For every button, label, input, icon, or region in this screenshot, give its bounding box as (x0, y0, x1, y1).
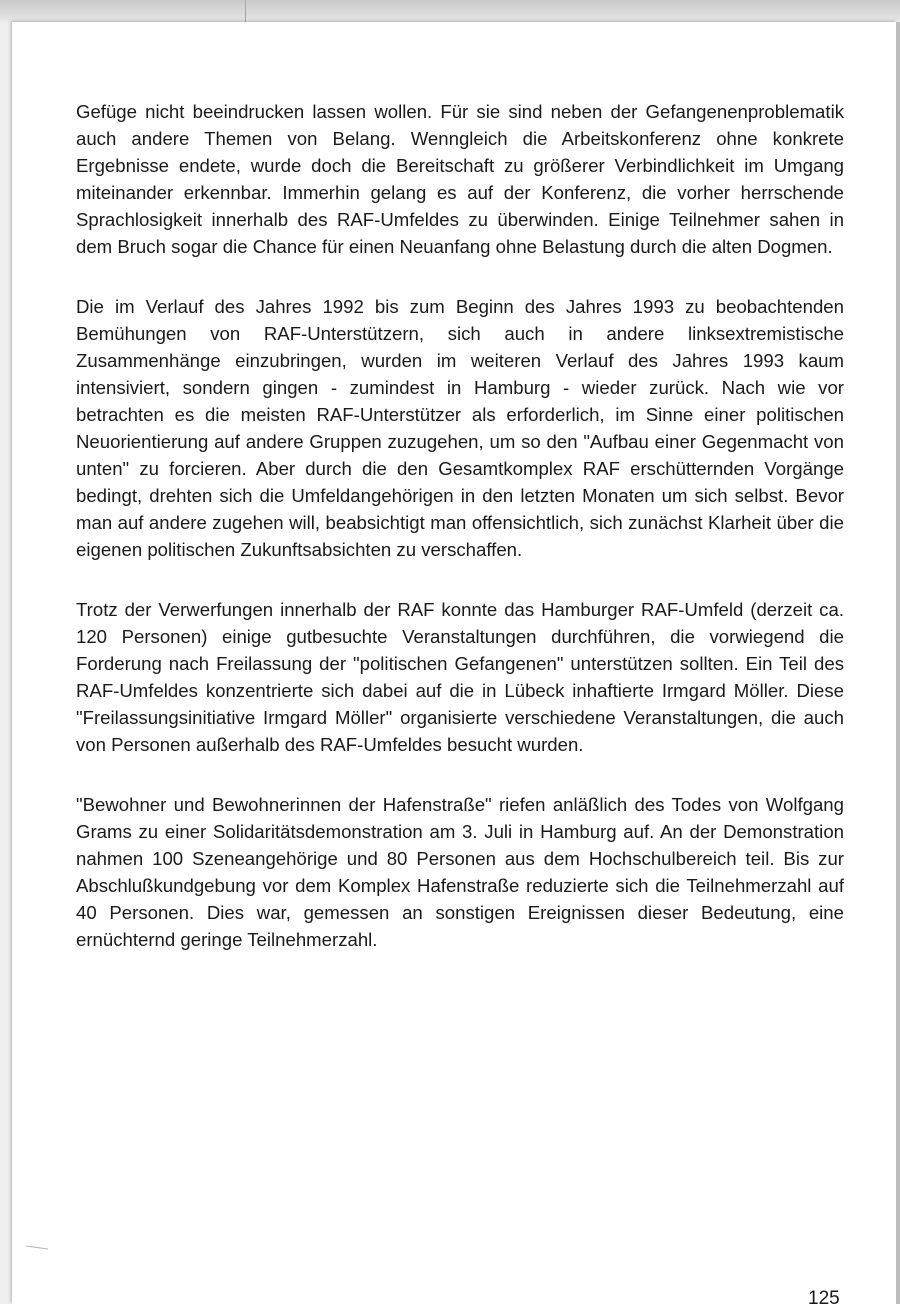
scan-artifact-line (26, 1245, 48, 1249)
document-page (12, 22, 896, 1304)
paragraph-3: Trotz der Verwerfungen innerhalb der RAF konnte das Hamburger RAF-Umfeld (derzeit ca. 120 Personen) einige gutbesuchte Veranstaltungen durchführen, die vorwiegend die Forderung nach Freilassung der "politischen Gefangenen" unterstützen sollten. Ein Teil des RAF-Umfeldes konzentrierte sich dabei auf die in Lübeck inhaftierte Irmgard Möller. Diese "Freilassungsinitiative Irmgard Möller" organisierte verschiedene Veranstaltungen, die auch von Personen außerhalb des RAF-Umfeldes besucht wurden. (76, 599, 844, 755)
paragraph-4: "Bewohner und Bewohnerinnen der Hafenstraße" riefen anläßlich des Todes von Wolfgang Grams zu einer Solidaritätsdemonstration am 3. Juli in Hamburg auf. An der Demonstration nahmen 100 Szeneangehörige und 80 Personen aus dem Hochschulbereich teil. Bis zur Abschlußkundgebung vor dem Komplex Hafenstraße reduzierte sich die Teilnehmerzahl auf 40 Personen. Dies war, gemessen an sonstigen Ereignissen dieser Bedeutung, eine ernüchternd geringe Teilnehmerzahl. (76, 794, 844, 950)
page-edge-shadow (896, 22, 900, 1304)
paragraph-2: Die im Verlauf des Jahres 1992 bis zum Beginn des Jahres 1993 zu beobachtenden Bemühungen von RAF-Unterstützern, sich auch in andere linksextremistische Zusammenhänge einzubringen, wurden im weiteren Verlauf des Jahres 1993 kaum intensiviert, sondern gingen - zumindest in Hamburg - wieder zurück. Nach wie vor betrachten es die meisten RAF-Unterstützer als erforderlich, im Sinne einer politischen Neuorientierung auf andere Gruppen zuzugehen, um so den "Aufbau einer Gegenmacht von unten" zu forcieren. Aber durch die den Gesamtkomplex RAF erschütternden Vorgänge bedingt, drehten sich die Umfeldangehörigen in den letzten Monaten um sich selbst. Bevor man auf andere zugehen will, beabsichtigt man offensichtlich, sich zunächst Klarheit über die eigenen politischen Zukunftsabsichten zu verschaffen. (76, 296, 844, 560)
paragraph-1: Gefüge nicht beeindrucken lassen wollen. Für sie sind neben der Gefangenenproblematik auch andere Themen von Belang. Wenngleich die Arbeitskonferenz ohne konkrete Ergebnisse endete, wurde doch die Bereitschaft zu größerer Verbindlichkeit im Umgang miteinander erkennbar. Immerhin gelang es auf der Konferenz, die vorher herrschende Sprachlosigkeit innerhalb des RAF-Umfeldes zu überwinden. Einige Teilnehmer sahen in dem Bruch sogar die Chance für einen Neuanfang ohne Belastung durch die alten Dogmen. (76, 101, 844, 257)
page-body (76, 98, 844, 986)
scan-fold-mark (245, 0, 246, 22)
page-number: 125 (808, 1288, 840, 1304)
